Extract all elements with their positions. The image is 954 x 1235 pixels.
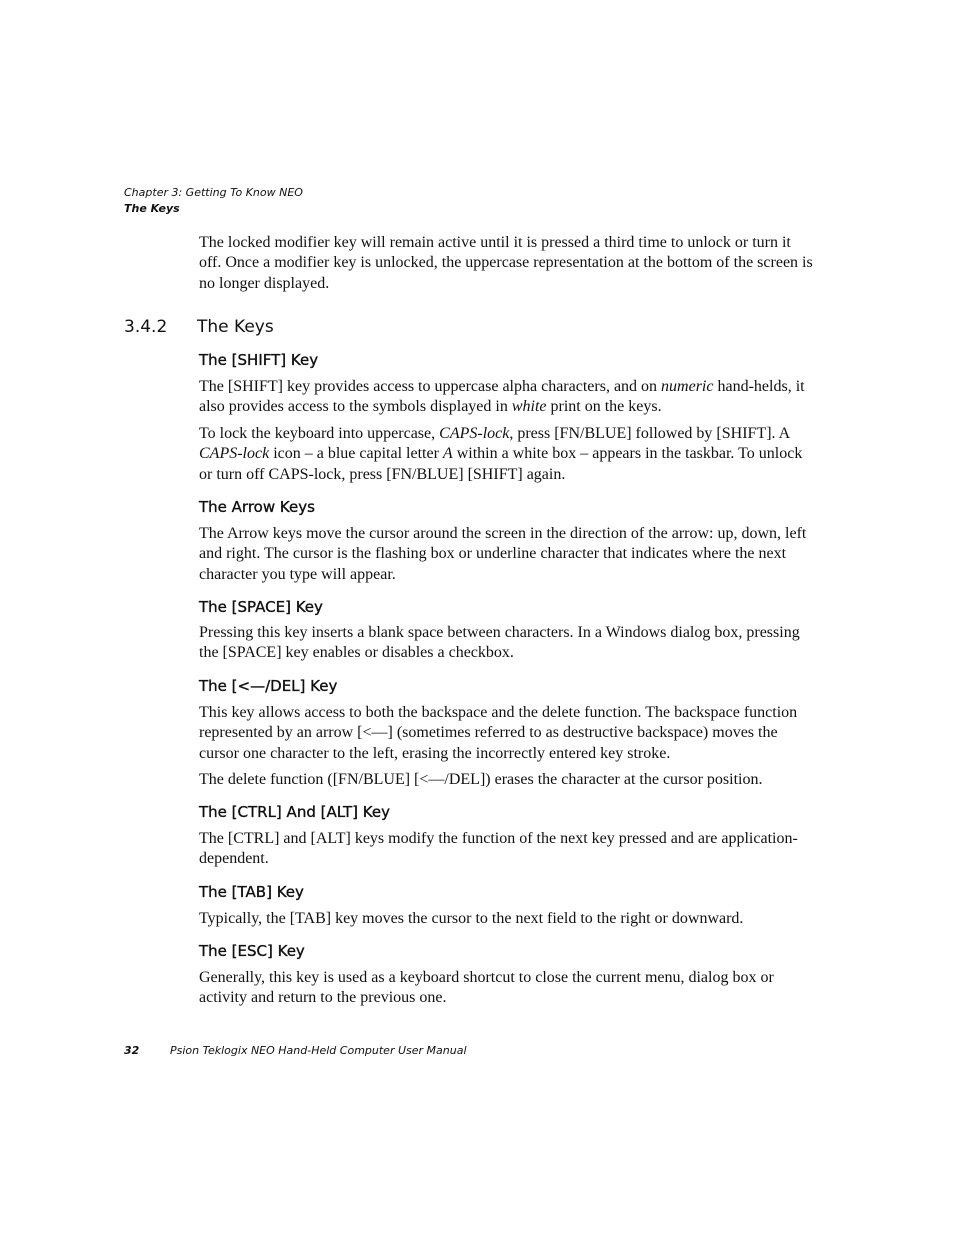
arrow-keys-paragraph: The Arrow keys move the cursor around the screen in the direction of the arrow: up, down, left and right. The cursor is the flashing box or underline character that indicates where the next character you type will appear.: [199, 525, 807, 583]
section-heading: [124, 316, 274, 338]
esc-key-paragraph: Generally, this key is used as a keyboard shortcut to close the current menu, dialog box or activity and return to the previous one.: [199, 969, 774, 1007]
page-footer: [124, 1043, 467, 1059]
ctrl-alt-key-heading: The [CTRL] And [ALT] Key: [199, 803, 390, 821]
section-title: The Keys: [197, 317, 274, 337]
shift-key-paragraph-2: To lock the keyboard into uppercase, CAPS-lock, press [FN/BLUE] followed by [SHIFT]. A CAPS-lock icon – a blue capital letter A within a white box – appears in the taskbar. To unlock or turn off CAPS-lock, press [FN/BLUE] [SHIFT] again.: [199, 425, 803, 483]
tab-key-paragraph: Typically, the [TAB] key moves the cursor to the next field to the right or downward.: [199, 910, 744, 927]
arrow-keys-heading: The Arrow Keys: [199, 498, 315, 516]
running-header: [124, 185, 303, 217]
running-header-chapter: Chapter 3: Getting To Know NEO: [124, 186, 303, 199]
section-number: 3.4.2: [124, 317, 168, 337]
shift-key-paragraph-1: The [SHIFT] key provides access to uppercase alpha characters, and on numeric hand-helds, it also provides access to the symbols displayed in white print on the keys.: [199, 378, 805, 416]
del-key-paragraph-1: This key allows access to both the backspace and the delete function. The backspace function represented by an arrow [<—] (sometimes referred to as destructive backspace) moves the cursor one character to the left, erasing the incorrectly entered key stroke.: [199, 704, 798, 762]
running-header-section: The Keys: [124, 202, 180, 215]
footer-title: Psion Teklogix NEO Hand-Held Computer User Manual: [170, 1044, 467, 1057]
esc-key-heading: The [ESC] Key: [199, 942, 305, 960]
del-key-paragraph-2: The delete function ([FN/BLUE] [<—/DEL]) erases the character at the cursor position.: [199, 771, 763, 788]
shift-key-heading: The [SHIFT] Key: [199, 351, 319, 369]
del-key-heading: The [<—/DEL] Key: [199, 677, 338, 695]
space-key-paragraph: Pressing this key inserts a blank space between characters. In a Windows dialog box, pressing the [SPACE] key enables or disables a checkbox.: [199, 624, 800, 662]
intro-paragraph: The locked modifier key will remain active until it is pressed a third time to unlock or turn it off. Once a modifier key is unlocked, the uppercase representation at the bottom of the screen is no longer displayed.: [199, 234, 813, 292]
space-key-heading: The [SPACE] Key: [199, 598, 323, 616]
ctrl-alt-key-paragraph: The [CTRL] and [ALT] keys modify the function of the next key pressed and are application-dependent.: [199, 830, 798, 868]
page-number: 32: [124, 1044, 140, 1057]
tab-key-heading: The [TAB] Key: [199, 883, 304, 901]
